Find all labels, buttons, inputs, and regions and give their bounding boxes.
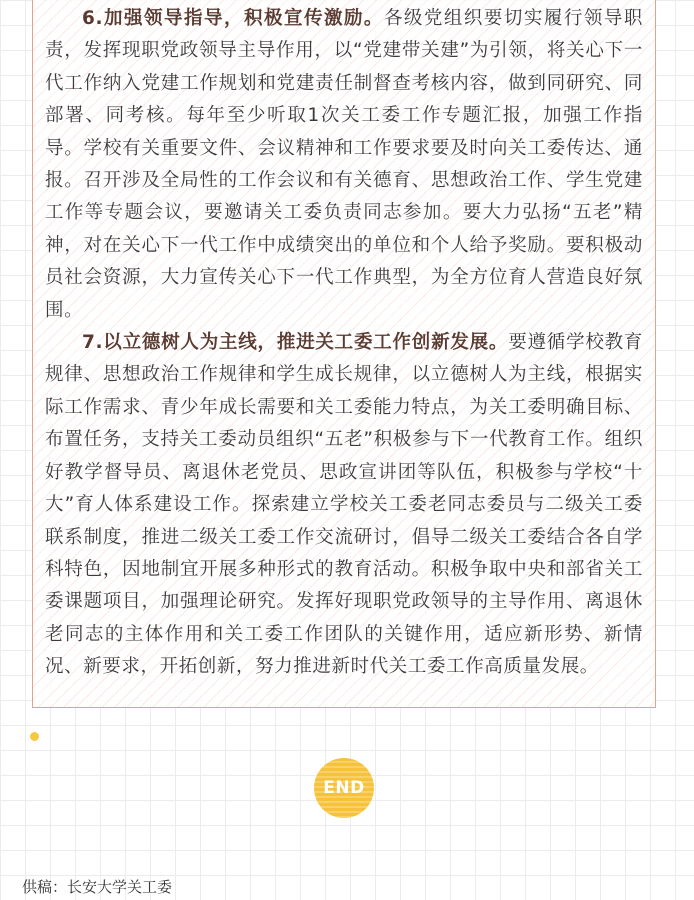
decorative-dot-icon xyxy=(30,732,39,741)
paragraph-6-heading: 6.加强领导指导，积极宣传激励。 xyxy=(82,8,384,29)
paragraph-6-body: 各级党组织要切实履行领导职责，发挥现职党政领导主导作用，以“党建带关建”为引领，将关心下一代工作纳入党建工作规划和党建责任制督查考核内容，做到同研究、同部署、同考核。每年至少听取1次关工委工作专题汇报，加强工作指导。学校有关重要文件、会议精神和工作要求要及时向关工委传达、通报。召开涉及全局性的工作会议和有关德育、思想政治工作、学生党建工作等专题会议，要邀请关工委负责同志参加。要大力弘扬“五老”精神，对在关心下一代工作中成绩突出的单位和个人给予奖励。要积极动员社会资源，大力宣传关心下一代工作典型，为全方位育人营造良好氛围。 xyxy=(45,8,643,321)
paragraph-7 xyxy=(45,327,643,683)
article-content-box xyxy=(32,0,656,708)
end-badge xyxy=(314,758,374,818)
end-badge-label: END xyxy=(323,778,365,798)
credit-line: 供稿：长安大学关工委 xyxy=(22,878,173,896)
paragraph-6 xyxy=(45,3,643,327)
paragraph-7-heading: 7.以立德树人为主线，推进关工委工作创新发展。 xyxy=(82,332,509,354)
paragraph-7-body: 要遵循学校教育规律、思想政治工作规律和学生成长规律，以立德树人为主线，根据实际工作需求、青少年成长需要和关工委能力特点，为关工委明确目标、布置任务，支持关工委动员组织“五老”积极参与下一代教育工作。组织好教学督导员、离退休老党员、思政宣讲团等队伍，积极参与学校“十大”育人体系建设工作。探索建立学校关工委老同志委员与二级关工委联系制度，推进二级关工委工作交流研讨，倡导二级关工委结合各自学科特色，因地制宜开展多种形式的教育活动。积极争取中央和部省关工委课题项目，加强理论研究。发挥好现职党政领导的主导作用、离退休老同志的主体作用和关工委工作团队的关键作用，适应新形势、新情况、新要求，开拓创新，努力推进新时代关工委工作高质量发展。 xyxy=(45,332,644,678)
